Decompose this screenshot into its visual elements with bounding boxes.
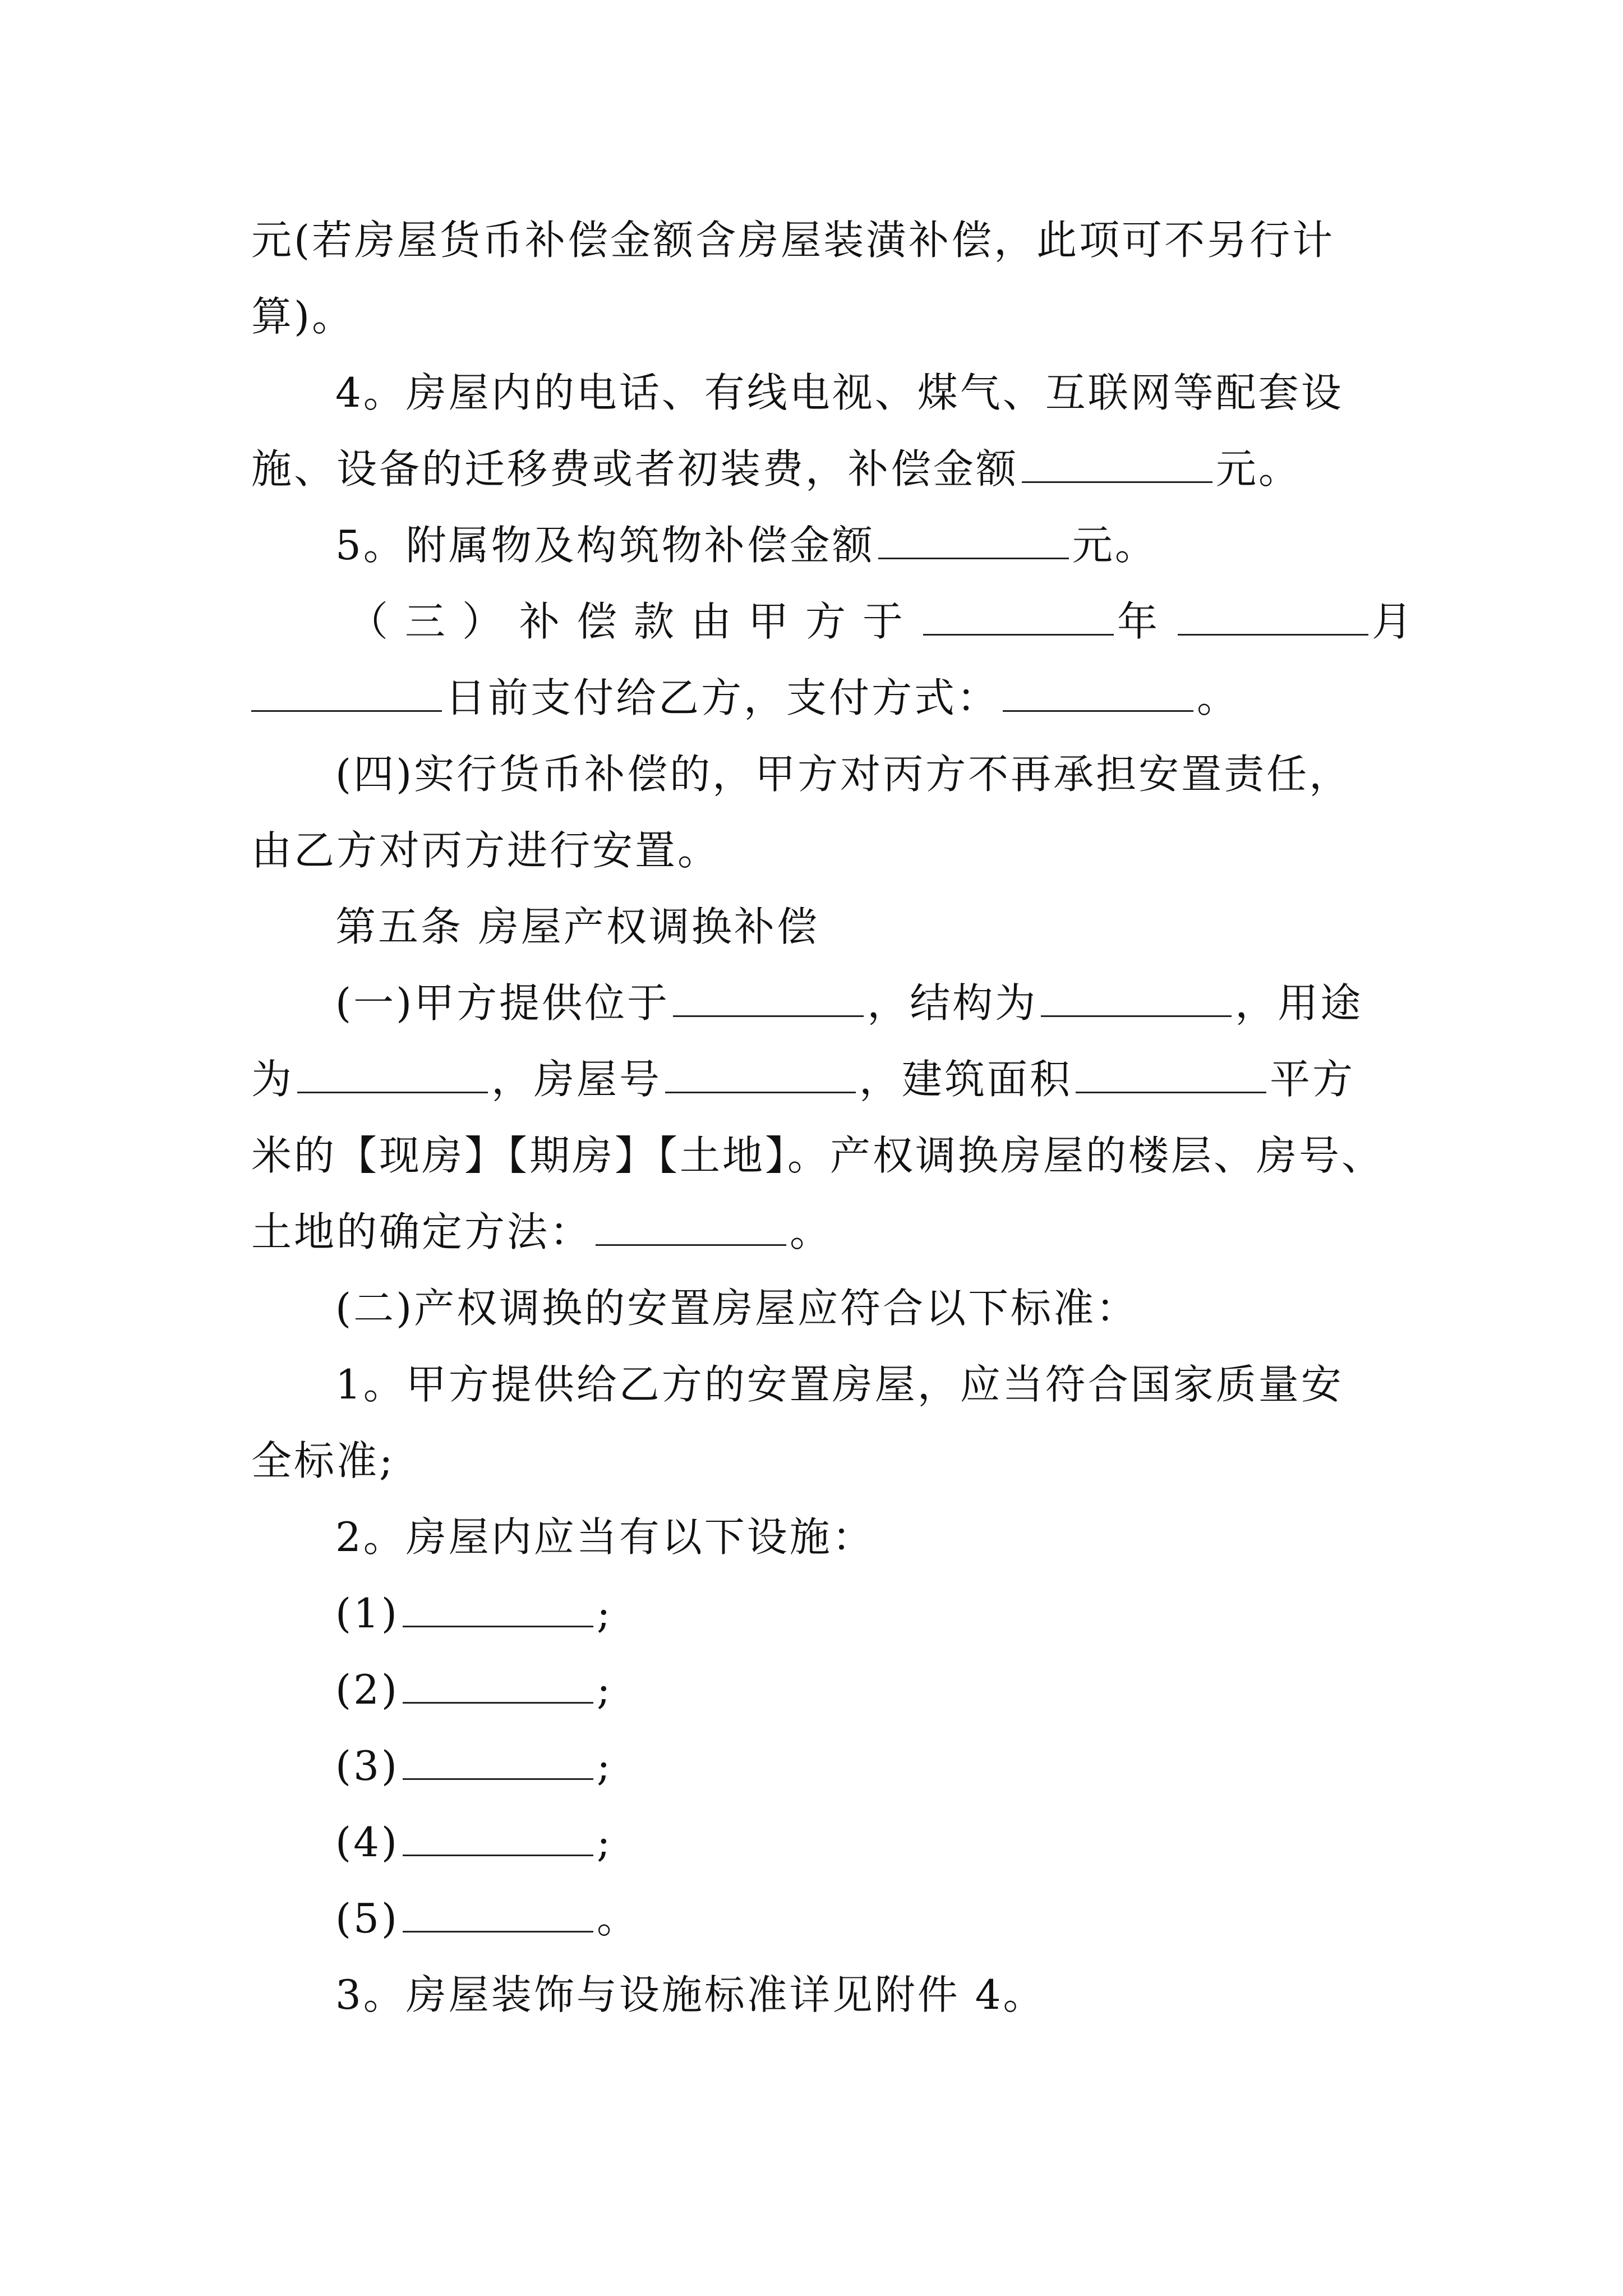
fill-in-blank[interactable] [403,1662,593,1704]
list-item [335,1738,1485,1794]
text-line [251,1433,1401,1489]
fill-in-blank[interactable] [1003,670,1193,712]
text-segment: 为 [251,1056,294,1103]
text-line [335,517,1485,573]
text-segment: 全标准; [251,1437,395,1484]
text-line [251,441,1401,497]
text-segment: 元。 [1072,522,1158,569]
text-segment: 5。附属物及构筑物补偿金额 [335,522,875,569]
text-segment: ，结构为 [867,979,1038,1027]
text-segment: 。 [790,1208,833,1255]
text-line [251,822,1401,878]
text-segment: 元(若房屋货币补偿金额含房屋装潢补偿，此项可不另行计 [251,217,1335,264]
fill-in-blank[interactable] [403,1585,593,1627]
text-segment: (四)实行货币补偿的，甲方对丙方不再承担安置责任， [335,751,1352,798]
fill-in-blank[interactable] [251,670,442,712]
text-segment: 1。甲方提供给乙方的安置房屋，应当符合国家质量安 [335,1361,1344,1408]
list-item [335,1662,1485,1718]
text-line [251,1051,1401,1107]
text-line [335,1356,1485,1412]
text-segment: 3。房屋装饰与设施标准详见附件 4。 [335,1971,1046,2018]
text-segment: (4) [335,1819,399,1866]
text-line [335,1509,1485,1565]
text-line [251,670,1401,726]
text-line [335,975,1485,1031]
text-segment: ，建筑面积 [859,1056,1073,1103]
fill-in-blank[interactable] [596,1204,786,1246]
fill-in-blank[interactable] [1022,441,1212,483]
fill-in-blank[interactable] [1178,593,1368,636]
text-line [335,365,1485,421]
text-segment: ; [597,1666,613,1713]
fill-in-blank[interactable] [923,593,1114,636]
fill-in-blank[interactable] [297,1051,488,1093]
fill-in-blank[interactable] [403,1814,593,1856]
text-segment: ，用途 [1235,979,1363,1027]
fill-in-blank[interactable] [878,517,1069,559]
text-line [251,288,1401,344]
text-line [251,212,1401,268]
text-segment: ，房屋号 [491,1056,662,1103]
text-segment: 米的【现房】【期房】【土地】。产权调换房屋的楼层、房号、 [251,1132,1385,1179]
text-segment: （三）补偿款由甲方于 [348,598,920,645]
text-segment: 日前支付给乙方，支付方式： [445,674,1000,721]
text-segment: ; [597,1742,613,1789]
text-segment: 4。房屋内的电话、有线电视、煤气、互联网等配套设 [335,369,1344,416]
text-segment: 平方 [1270,1056,1355,1103]
text-segment: 。 [597,1895,640,1942]
text-segment: 年 [1117,598,1175,645]
fill-in-blank[interactable] [403,1738,593,1780]
fill-in-blank[interactable] [673,975,864,1017]
text-segment: (5) [335,1895,399,1942]
text-segment: 2。房屋内应当有以下设施： [335,1513,875,1561]
text-segment: 由乙方对丙方进行安置。 [251,827,721,874]
text-segment: (二)产权调换的安置房屋应符合以下标准： [335,1285,1139,1332]
text-segment: (3) [335,1742,399,1789]
section-heading [335,899,1485,955]
text-segment: 月 [1372,598,1430,645]
text-line [335,746,1485,802]
text-segment: ; [597,1590,613,1637]
fill-in-blank[interactable] [665,1051,856,1093]
text-line [251,1204,1401,1260]
text-line [335,1967,1485,2023]
text-segment: ; [597,1819,613,1866]
fill-in-blank[interactable] [1076,1051,1266,1093]
list-item [335,1814,1485,1870]
text-segment: 第五条 房屋产权调换补偿 [335,903,819,950]
text-segment: 施、设备的迁移费或者初装费，补偿金额 [251,445,1019,493]
text-segment: (一)甲方提供位于 [335,979,670,1027]
fill-in-blank[interactable] [1041,975,1232,1017]
fill-in-blank[interactable] [403,1890,593,1932]
text-segment: 算)。 [251,293,355,340]
text-segment: 土地的确定方法： [251,1208,593,1255]
text-segment: (2) [335,1666,399,1713]
list-item [335,1585,1485,1641]
text-line [335,1280,1485,1336]
text-line [348,593,1497,650]
text-segment: 元。 [1216,445,1302,493]
text-segment: (1) [335,1590,399,1637]
text-line [251,1128,1401,1184]
text-segment: 。 [1197,674,1240,721]
list-item [335,1890,1485,1947]
